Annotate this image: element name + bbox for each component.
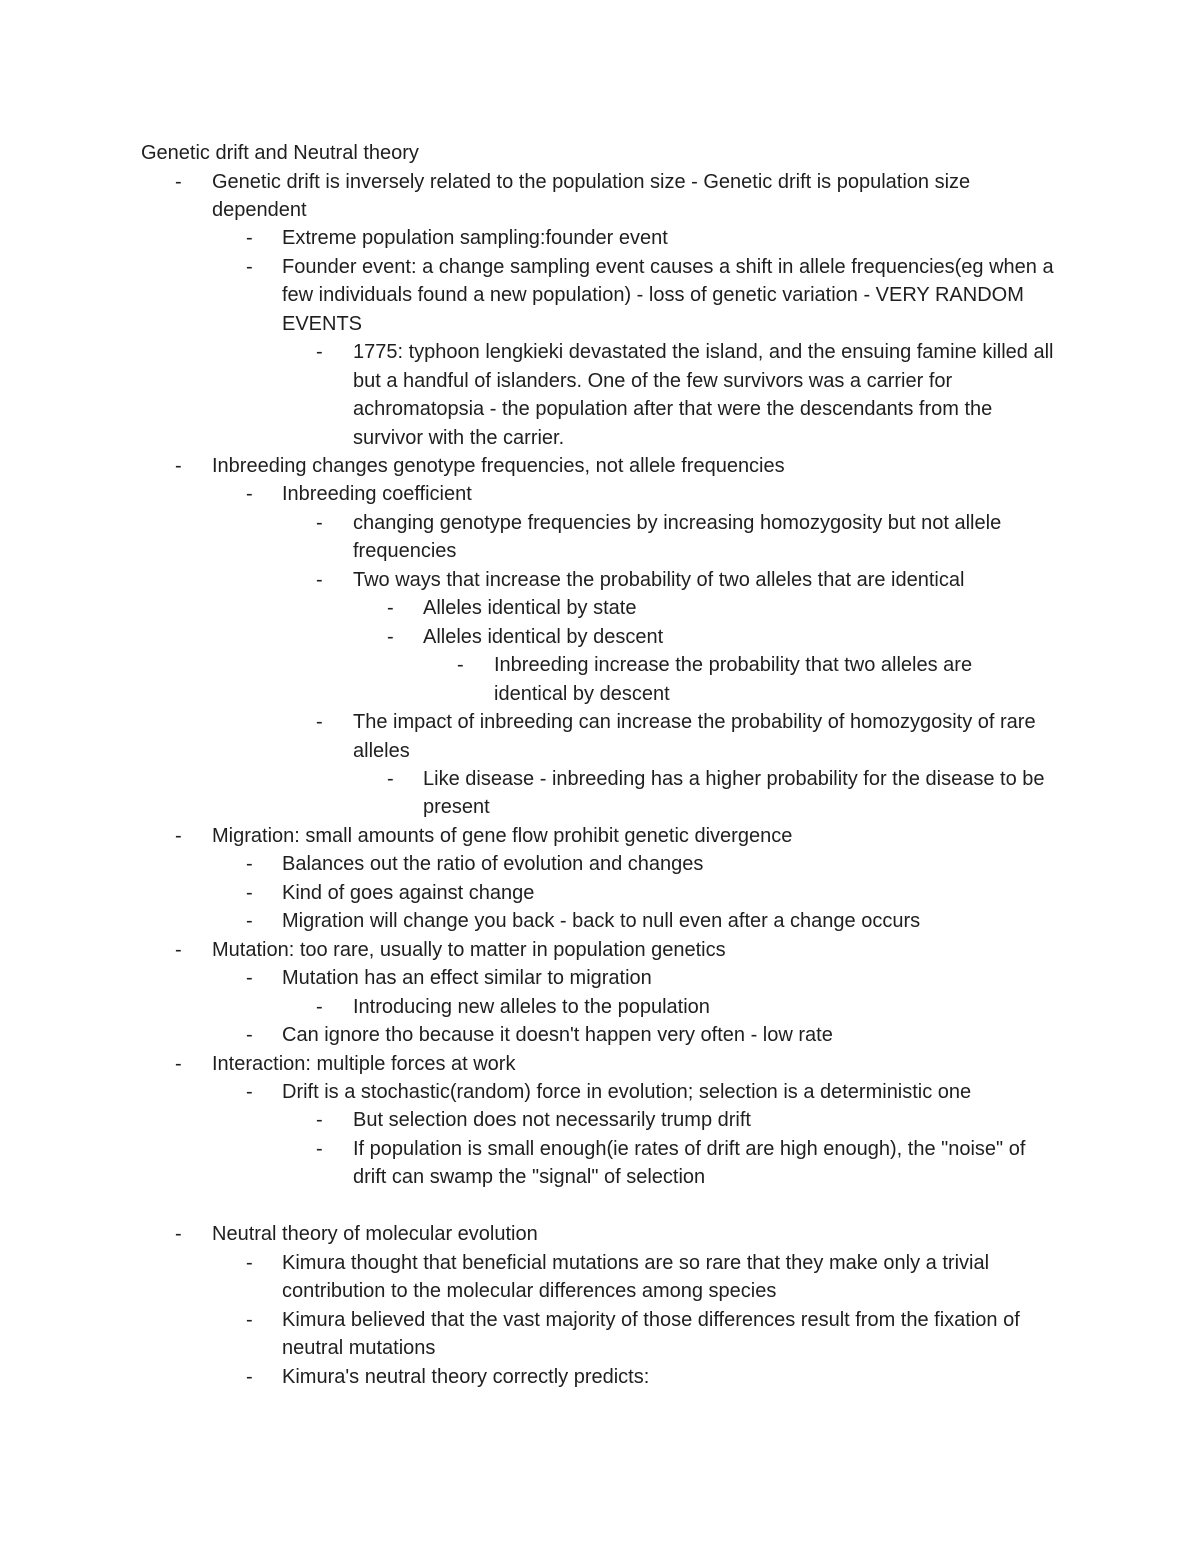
- list-item: [0, 964, 1200, 992]
- document-title: Genetic drift and Neutral theory: [141, 142, 419, 164]
- bullet-dash: -: [387, 597, 394, 620]
- list-item: [0, 1249, 1200, 1306]
- list-item-text: 1775: typhoon lengkieki devastated the island, and the ensuing famine killed all but a handful of islanders. One of the few survivors was a carrier for achromatopsia - the population after that were the descendants from the survivor with the carrier.: [353, 341, 1054, 449]
- bullet-dash: -: [175, 824, 182, 847]
- list-item-text: Inbreeding coefficient: [282, 483, 472, 506]
- list-item-text: The impact of inbreeding can increase the probability of homozygosity of rare alleles: [353, 711, 1036, 762]
- list-item: [0, 765, 1200, 822]
- list-item: [0, 1363, 1200, 1391]
- bullet-dash: -: [387, 768, 394, 791]
- list-item-text: Mutation has an effect similar to migration: [282, 967, 652, 990]
- list-item-text: Alleles identical by descent: [423, 625, 664, 648]
- list-item: [0, 1106, 1200, 1134]
- list-item: [0, 1078, 1200, 1106]
- list-item-text: Can ignore tho because it doesn't happen very often - low rate: [282, 1024, 833, 1047]
- bullet-dash: -: [246, 853, 253, 876]
- list-item: [0, 1050, 1200, 1078]
- list-item-text: Kimura believed that the vast majority of those differences result from the fixation of neutral mutations: [282, 1308, 1020, 1360]
- list-item-text: Founder event: a change sampling event causes a shift in allele frequencies(eg when a few individuals found a new population) - loss of genetic variation - VERY RANDOM EVENTS: [282, 255, 1054, 335]
- list-item: [0, 623, 1200, 651]
- list-item-text: Balances out the ratio of evolution and changes: [282, 853, 704, 876]
- list-item-text: Migration: small amounts of gene flow prohibit genetic divergence: [212, 824, 793, 847]
- bullet-dash: -: [457, 654, 464, 677]
- list-item-text: Mutation: too rare, usually to matter in population genetics: [212, 938, 726, 961]
- list-item: [0, 708, 1200, 765]
- list-item-text: Migration will change you back - back to null even after a change occurs: [282, 910, 921, 933]
- bullet-dash: -: [316, 995, 323, 1018]
- list-item: [0, 651, 1200, 708]
- list-item-text: Genetic drift is inversely related to the population size - Genetic drift is population size dependent: [212, 170, 971, 221]
- list-item-text: Introducing new alleles to the population: [353, 995, 710, 1018]
- list-item-text: Kimura's neutral theory correctly predicts:: [282, 1365, 650, 1388]
- list-item: [0, 480, 1200, 508]
- list-item-text: Two ways that increase the probability of two alleles that are identical: [353, 568, 965, 591]
- bullet-dash: -: [246, 1365, 253, 1388]
- bullet-dash: -: [246, 967, 253, 990]
- bullet-dash: -: [175, 170, 182, 193]
- list-item-text: Extreme population sampling:founder event: [282, 227, 668, 250]
- list-item-text: If population is small enough(ie rates of drift are high enough), the "noise" of drift can swamp the "signal" of selection: [353, 1137, 1026, 1189]
- list-item: [0, 594, 1200, 622]
- list-item: [0, 509, 1200, 566]
- bullet-dash: -: [316, 711, 323, 734]
- bullet-dash: -: [246, 255, 253, 278]
- list-item: [0, 1220, 1200, 1248]
- bullet-dash: -: [246, 1024, 253, 1047]
- list-item: [0, 253, 1200, 338]
- blank-line: [0, 1192, 1200, 1220]
- list-item-text: Kind of goes against change: [282, 881, 535, 904]
- list-item: [0, 936, 1200, 964]
- list-item-text: Alleles identical by state: [423, 597, 637, 620]
- list-item: [0, 1021, 1200, 1049]
- list-item: [0, 452, 1200, 480]
- list-item: [0, 850, 1200, 878]
- list-item-text: Inbreeding changes genotype frequencies, not allele frequencies: [212, 455, 785, 478]
- bullet-dash: -: [246, 1251, 253, 1274]
- list-item: [0, 1306, 1200, 1363]
- bullet-dash: -: [316, 1137, 323, 1160]
- bullet-dash: -: [175, 938, 182, 961]
- bullet-dash: -: [316, 511, 323, 534]
- list-item-text: But selection does not necessarily trump drift: [353, 1109, 751, 1132]
- list-item: [0, 168, 1200, 225]
- list-item: [0, 822, 1200, 850]
- list-item: [0, 879, 1200, 907]
- bullet-dash: -: [175, 1223, 182, 1246]
- list-item: [0, 993, 1200, 1021]
- bullet-dash: -: [246, 483, 253, 506]
- bullet-dash: -: [246, 1308, 253, 1331]
- bullet-dash: -: [316, 341, 323, 364]
- bullet-dash: -: [316, 568, 323, 591]
- list-item: [0, 907, 1200, 935]
- bullet-dash: -: [387, 625, 394, 648]
- bullet-dash: -: [175, 455, 182, 478]
- list-item-text: Drift is a stochastic(random) force in evolution; selection is a deterministic one: [282, 1081, 972, 1103]
- list-item: [0, 566, 1200, 594]
- bullet-dash: -: [175, 1052, 182, 1075]
- list-item-text: changing genotype frequencies by increasing homozygosity but not allele frequencies: [353, 511, 1002, 563]
- list-item: [0, 224, 1200, 252]
- list-item-text: Neutral theory of molecular evolution: [212, 1223, 538, 1246]
- bullet-dash: -: [246, 227, 253, 250]
- list-item-text: Like disease - inbreeding has a higher probability for the disease to be present: [423, 768, 1045, 819]
- list-item: [0, 1135, 1200, 1192]
- list-item-text: Kimura thought that beneficial mutations are so rare that they make only a trivial contribution to the molecular differences among species: [282, 1251, 990, 1303]
- bullet-dash: -: [246, 1081, 253, 1103]
- bullet-outline: [0, 168, 1200, 1391]
- bullet-dash: -: [246, 881, 253, 904]
- list-item-text: Interaction: multiple forces at work: [212, 1052, 516, 1075]
- list-item-text: Inbreeding increase the probability that two alleles are identical by descent: [494, 654, 973, 705]
- bullet-dash: -: [246, 910, 253, 933]
- list-item: [0, 338, 1200, 452]
- bullet-dash: -: [316, 1109, 323, 1132]
